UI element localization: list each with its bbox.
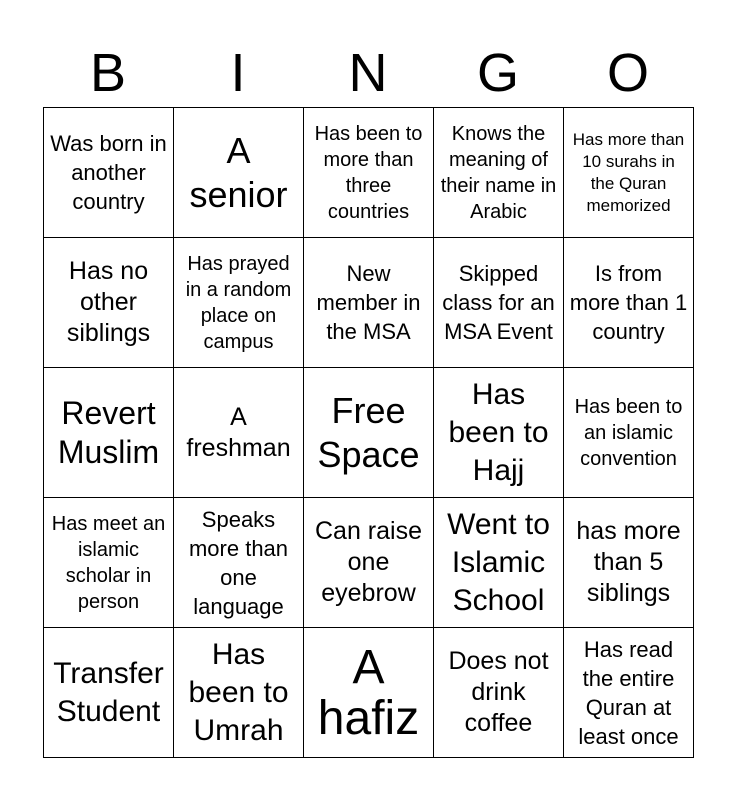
cell-text: A freshman (186, 402, 291, 462)
cell-text: Revert Muslim (57, 394, 160, 470)
bingo-cell[interactable] (563, 497, 694, 628)
bingo-cell[interactable] (433, 107, 564, 238)
free-space-cell[interactable] (303, 367, 434, 498)
bingo-header (43, 38, 693, 108)
cell-text: Has read the entire Quran at least once (578, 636, 679, 749)
bingo-cell[interactable] (173, 497, 304, 628)
cell-text: Has more than 10 surahs in the Quran memorized (572, 129, 685, 215)
bingo-cell[interactable] (173, 367, 304, 498)
bingo-cell[interactable] (173, 237, 304, 368)
cell-text: A senior (189, 129, 288, 215)
cell-text: Has prayed in a random place on campus (185, 252, 292, 353)
bingo-board (43, 107, 693, 757)
bingo-cell[interactable] (563, 367, 694, 498)
cell-text: has more than 5 siblings (576, 517, 681, 607)
cell-text: Does not drink coffee (448, 647, 549, 737)
bingo-cell[interactable] (433, 237, 564, 368)
header-letter-n: N (348, 43, 388, 103)
bingo-cell[interactable] (173, 627, 304, 758)
cell-text: Has been to Hajj (448, 377, 549, 487)
bingo-cell[interactable] (303, 107, 434, 238)
cell-text: Has been to Umrah (188, 637, 289, 747)
bingo-cell[interactable] (173, 107, 304, 238)
header-letter-g: G (476, 43, 519, 103)
bingo-cell[interactable] (43, 367, 174, 498)
bingo-cell[interactable] (563, 237, 694, 368)
bingo-cell[interactable] (43, 497, 174, 628)
cell-text: Transfer Student (53, 656, 164, 728)
bingo-cell[interactable] (563, 107, 694, 238)
bingo-cell[interactable] (303, 497, 434, 628)
header-letter-o: O (606, 43, 649, 103)
bingo-cell[interactable] (43, 107, 174, 238)
cell-text: Was born in another country (50, 131, 167, 214)
bingo-cell[interactable] (433, 367, 564, 498)
header-letter-b: B (89, 43, 127, 103)
cell-text: New member in the MSA (316, 261, 421, 344)
cell-text: Free Space (317, 389, 420, 475)
bingo-cell[interactable] (43, 237, 174, 368)
cell-text: Can raise one eyebrow (315, 517, 422, 607)
cell-text: Has been to an islamic convention (574, 395, 683, 470)
cell-text: Speaks more than one language (188, 506, 289, 619)
cell-text: Has meet an islamic scholar in person (51, 512, 166, 613)
bingo-cell[interactable] (303, 237, 434, 368)
bingo-cell[interactable] (563, 627, 694, 758)
cell-text: Has no other siblings (66, 257, 151, 347)
bingo-cell[interactable] (43, 627, 174, 758)
cell-text: Skipped class for an MSA Event (442, 261, 555, 344)
bingo-cell[interactable] (433, 497, 564, 628)
header-letter-i: I (230, 43, 246, 103)
cell-text: A hafiz (317, 640, 420, 745)
cell-text: Went to Islamic School (447, 507, 550, 617)
cell-text: Knows the meaning of their name in Arabic (440, 122, 557, 223)
bingo-cell[interactable] (303, 627, 434, 758)
cell-text: Is from more than 1 country (569, 261, 688, 344)
bingo-cell[interactable] (433, 627, 564, 758)
cell-text: Has been to more than three countries (314, 122, 423, 223)
